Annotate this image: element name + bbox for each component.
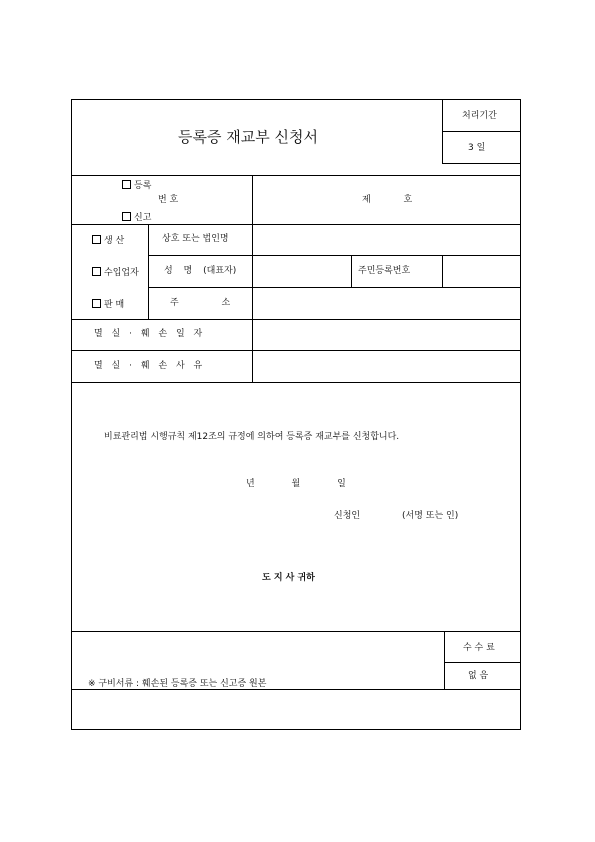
processing-period-value: 3 일 [468, 143, 486, 153]
signature-note: (서명 또는 인) [402, 511, 459, 521]
registration-checkbox[interactable] [122, 180, 151, 191]
fee-value: 없 음 [468, 671, 489, 681]
form-title: 등록증 재교부 신청서 [178, 128, 318, 146]
fee-label: 수 수 료 [463, 643, 495, 653]
divider [442, 163, 520, 164]
divider [252, 224, 253, 382]
company-label: 상호 또는 법인명 [162, 234, 229, 244]
divider [444, 689, 520, 690]
applicant-label: 신청인 [334, 511, 361, 521]
name-field[interactable] [254, 257, 349, 285]
loss-date-field[interactable] [254, 321, 518, 348]
import-label: 수입업자 [104, 268, 139, 278]
import-checkbox[interactable] [92, 267, 139, 278]
divider [444, 662, 520, 663]
report-checkbox[interactable] [122, 212, 151, 223]
divider [72, 382, 520, 383]
company-field[interactable] [254, 226, 518, 253]
divider [442, 131, 520, 132]
checkbox-icon [92, 235, 101, 244]
report-label: 신고 [134, 213, 152, 223]
production-label: 생 산 [104, 236, 125, 246]
statement-text: 비료관리법 시행규칙 제12조의 규정에 의하여 등록증 재교부를 신청합니다. [104, 432, 400, 442]
divider [72, 224, 520, 225]
processing-period-label: 처리기간 [462, 111, 497, 121]
checkbox-icon [122, 212, 131, 221]
recipient: 도 지 사 귀하 [262, 573, 315, 583]
address-field[interactable] [254, 289, 518, 317]
checkbox-icon [92, 299, 101, 308]
loss-date-label: 멸 실 · 훼 손 일 자 [94, 329, 203, 339]
number-suffix: 제 호 [362, 195, 413, 205]
divider [148, 287, 520, 288]
id-number-label: 주민등록번호 [358, 266, 411, 276]
registration-label: 등록 [134, 181, 152, 191]
address-label: 주 소 [170, 298, 231, 308]
id-number-field[interactable] [444, 257, 518, 285]
name-label: 성 명 (대표자) [164, 266, 237, 276]
loss-reason-label: 멸 실 · 훼 손 사 유 [94, 361, 203, 371]
required-documents: ※ 구비서류 : 훼손된 등록증 또는 신고증 원본 [88, 679, 267, 689]
loss-reason-field[interactable] [254, 352, 518, 380]
divider [252, 175, 253, 224]
sales-label: 판 매 [104, 300, 125, 310]
checkbox-icon [92, 267, 101, 276]
divider [72, 631, 520, 632]
sales-checkbox[interactable] [92, 299, 124, 310]
divider [72, 319, 520, 320]
divider [72, 350, 520, 351]
number-label: 번 호 [158, 195, 179, 205]
divider [442, 100, 443, 163]
production-checkbox[interactable] [92, 235, 124, 246]
application-form [71, 99, 521, 730]
divider [442, 255, 443, 287]
divider [72, 175, 520, 176]
divider [351, 255, 352, 287]
date-line: 년 월 일 [246, 479, 346, 489]
divider [148, 224, 149, 319]
divider [444, 631, 445, 689]
checkbox-icon [122, 180, 131, 189]
divider [148, 255, 520, 256]
